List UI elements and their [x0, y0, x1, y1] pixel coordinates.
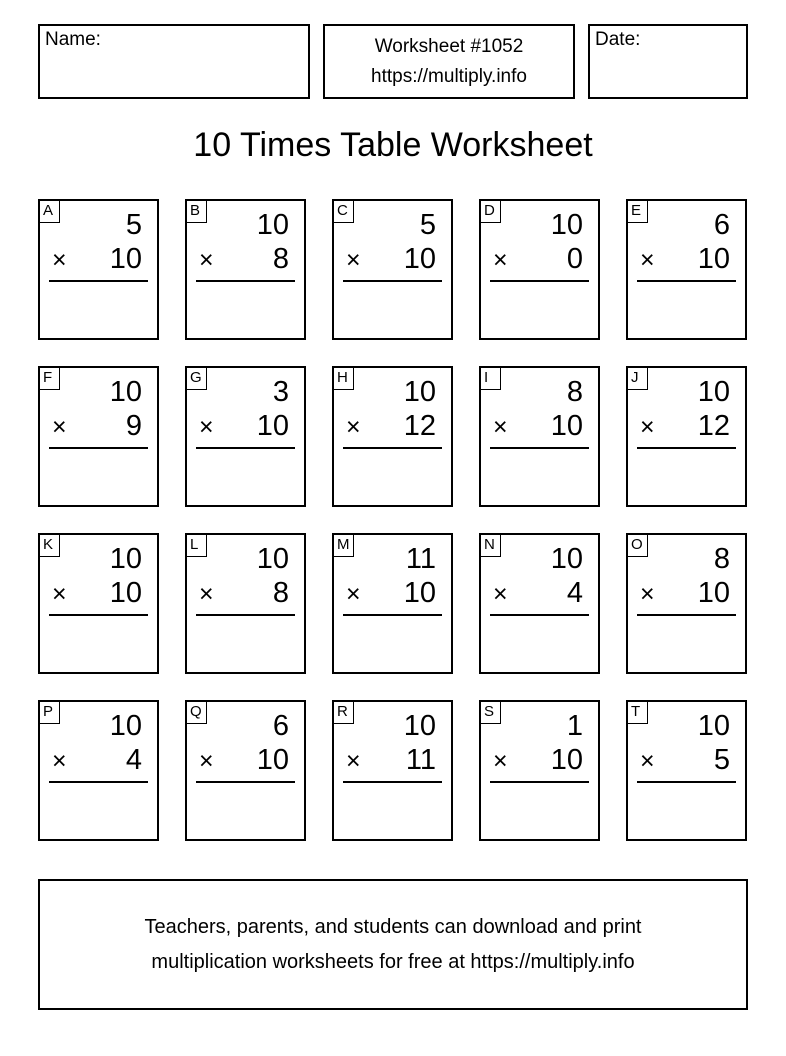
problem-card[interactable] — [185, 533, 306, 674]
problem-top-number: 10 — [550, 209, 583, 241]
problem-letter: F — [40, 368, 60, 390]
problem-top-number: 10 — [109, 543, 142, 575]
answer-line — [196, 781, 295, 783]
multiply-sign: × — [199, 413, 214, 441]
problem-bottom-number: 8 — [272, 243, 289, 275]
problem-bottom-number: 9 — [125, 410, 142, 442]
answer-line — [637, 614, 736, 616]
problem-bottom-number: 5 — [713, 744, 730, 776]
problem-card[interactable] — [185, 700, 306, 841]
problem-bottom-number: 10 — [403, 577, 436, 609]
problem-top-number: 5 — [125, 209, 142, 241]
answer-line — [490, 781, 589, 783]
multiply-sign: × — [493, 246, 508, 274]
problem-top-number: 10 — [697, 376, 730, 408]
problem-top-number: 10 — [109, 376, 142, 408]
problem-top-number: 10 — [403, 376, 436, 408]
footer-line-1: Teachers, parents, and students can download and print — [144, 915, 642, 938]
date-label: Date: — [595, 29, 641, 50]
problem-top-number: 5 — [419, 209, 436, 241]
problem-letter: R — [334, 702, 354, 724]
answer-line — [49, 781, 148, 783]
footer-line-2: multiplication worksheets for free at https://multiply.info — [151, 950, 635, 973]
problem-top-number: 10 — [697, 710, 730, 742]
problem-card[interactable] — [626, 199, 747, 340]
problem-card[interactable] — [332, 700, 453, 841]
problem-letter: N — [481, 535, 501, 557]
multiply-sign: × — [52, 580, 67, 608]
problem-top-number: 6 — [272, 710, 289, 742]
problem-card[interactable] — [479, 199, 600, 340]
problem-bottom-number: 10 — [697, 577, 730, 609]
problem-bottom-number: 4 — [566, 577, 583, 609]
problem-card[interactable] — [185, 366, 306, 507]
problem-letter: M — [334, 535, 354, 557]
multiply-sign: × — [493, 580, 508, 608]
footer-note — [38, 879, 748, 1010]
problem-card[interactable] — [332, 366, 453, 507]
multiply-sign: × — [52, 246, 67, 274]
answer-line — [637, 447, 736, 449]
answer-line — [196, 280, 295, 282]
problem-letter: G — [187, 368, 207, 390]
answer-line — [196, 447, 295, 449]
worksheet-info-box — [323, 24, 575, 99]
problem-top-number: 10 — [256, 209, 289, 241]
problem-bottom-number: 10 — [697, 243, 730, 275]
problem-letter: A — [40, 201, 60, 223]
problem-letter: E — [628, 201, 648, 223]
answer-line — [196, 614, 295, 616]
name-label: Name: — [45, 29, 101, 50]
problem-top-number: 10 — [403, 710, 436, 742]
problem-top-number: 8 — [566, 376, 583, 408]
problem-card[interactable] — [626, 533, 747, 674]
multiply-sign: × — [346, 747, 361, 775]
multiply-sign: × — [346, 580, 361, 608]
answer-line — [343, 280, 442, 282]
problem-card[interactable] — [38, 533, 159, 674]
problem-bottom-number: 10 — [550, 410, 583, 442]
problem-letter: D — [481, 201, 501, 223]
date-field[interactable] — [588, 24, 748, 99]
multiply-sign: × — [346, 246, 361, 274]
problem-card[interactable] — [38, 199, 159, 340]
problem-letter: C — [334, 201, 354, 223]
problem-card[interactable] — [479, 366, 600, 507]
problem-bottom-number: 10 — [256, 410, 289, 442]
problem-bottom-number: 10 — [403, 243, 436, 275]
answer-line — [343, 614, 442, 616]
problem-top-number: 6 — [713, 209, 730, 241]
answer-line — [637, 781, 736, 783]
problem-bottom-number: 10 — [256, 744, 289, 776]
problem-bottom-number: 0 — [566, 243, 583, 275]
problem-card[interactable] — [38, 700, 159, 841]
multiply-sign: × — [640, 580, 655, 608]
problem-bottom-number: 10 — [109, 577, 142, 609]
problem-letter: T — [628, 702, 648, 724]
problem-top-number: 10 — [256, 543, 289, 575]
problem-top-number: 3 — [272, 376, 289, 408]
problem-card[interactable] — [479, 700, 600, 841]
multiply-sign: × — [199, 747, 214, 775]
problem-top-number: 8 — [713, 543, 730, 575]
problem-card[interactable] — [332, 199, 453, 340]
problem-card[interactable] — [185, 199, 306, 340]
multiply-sign: × — [493, 413, 508, 441]
problem-letter: H — [334, 368, 354, 390]
multiply-sign: × — [640, 246, 655, 274]
multiply-sign: × — [52, 413, 67, 441]
problem-bottom-number: 10 — [550, 744, 583, 776]
answer-line — [490, 614, 589, 616]
problem-letter: K — [40, 535, 60, 557]
answer-line — [490, 447, 589, 449]
problem-letter: P — [40, 702, 60, 724]
answer-line — [490, 280, 589, 282]
problem-letter: O — [628, 535, 648, 557]
problem-letter: J — [628, 368, 648, 390]
worksheet-url: https://multiply.info — [371, 65, 527, 87]
name-field[interactable] — [38, 24, 310, 99]
answer-line — [637, 280, 736, 282]
multiply-sign: × — [640, 413, 655, 441]
answer-line — [49, 614, 148, 616]
problem-card[interactable] — [332, 533, 453, 674]
answer-line — [343, 781, 442, 783]
problem-letter: B — [187, 201, 207, 223]
problem-bottom-number: 10 — [109, 243, 142, 275]
problem-top-number: 1 — [566, 710, 583, 742]
answer-line — [343, 447, 442, 449]
problem-letter: Q — [187, 702, 207, 724]
problem-letter: S — [481, 702, 501, 724]
problem-bottom-number: 12 — [697, 410, 730, 442]
answer-line — [49, 280, 148, 282]
answer-line — [49, 447, 148, 449]
problem-letter: L — [187, 535, 207, 557]
multiply-sign: × — [640, 747, 655, 775]
problem-top-number: 11 — [405, 543, 436, 575]
multiply-sign: × — [346, 413, 361, 441]
multiply-sign: × — [199, 246, 214, 274]
problem-card[interactable] — [479, 533, 600, 674]
multiply-sign: × — [52, 747, 67, 775]
worksheet-number: Worksheet #1052 — [374, 35, 524, 57]
multiply-sign: × — [199, 580, 214, 608]
problem-bottom-number: 8 — [272, 577, 289, 609]
problem-top-number: 10 — [550, 543, 583, 575]
problem-card[interactable] — [626, 366, 747, 507]
problem-bottom-number: 12 — [403, 410, 436, 442]
page-title: 10 Times Table Worksheet — [193, 126, 593, 164]
problem-letter: I — [481, 368, 501, 390]
problem-bottom-number: 11 — [405, 744, 436, 776]
problem-card[interactable] — [38, 366, 159, 507]
problem-bottom-number: 4 — [125, 744, 142, 776]
problem-card[interactable] — [626, 700, 747, 841]
problem-top-number: 10 — [109, 710, 142, 742]
multiply-sign: × — [493, 747, 508, 775]
